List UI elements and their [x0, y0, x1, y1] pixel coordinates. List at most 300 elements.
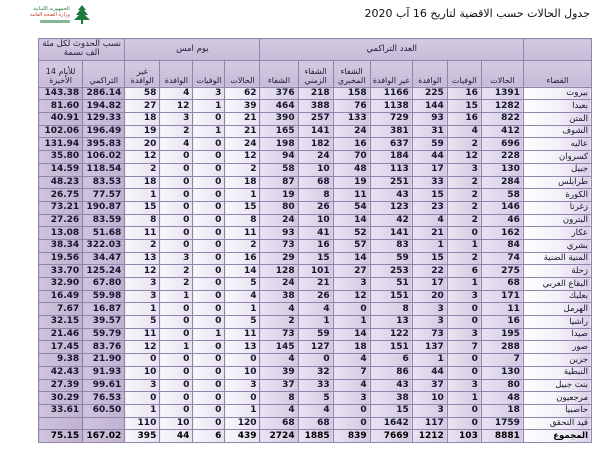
cell: 388 [298, 100, 333, 113]
cell: 24 [260, 278, 298, 291]
cell: 10 [225, 366, 260, 379]
table-row [39, 138, 592, 151]
cell: 12 [125, 151, 160, 164]
column-header-4: غير الوافدة [370, 60, 412, 87]
cell: 7669 [370, 430, 412, 443]
cell: 87 [260, 176, 298, 189]
cell: 0 [160, 201, 193, 214]
cell: 27 [333, 265, 370, 278]
district-name: النبطية [523, 366, 591, 379]
district-name: البترون [523, 214, 591, 227]
cell: 257 [298, 113, 333, 126]
cell: 18 [125, 113, 160, 126]
cell: 5 [225, 278, 260, 291]
cell: 32 [298, 366, 333, 379]
cell: 0 [160, 189, 193, 202]
cell: 11 [225, 227, 260, 240]
table-row [39, 328, 592, 341]
cell: 171 [481, 290, 523, 303]
cell: 16 [481, 316, 523, 329]
cell: 26 [298, 201, 333, 214]
cell: 0 [447, 366, 481, 379]
cell: 133 [333, 113, 370, 126]
cell: 0 [193, 341, 225, 354]
cell: 2 [447, 189, 481, 202]
cell: 412 [481, 125, 523, 138]
cell: 24 [260, 214, 298, 227]
district-name: قيد التحقق [523, 417, 591, 430]
cell: 0 [160, 176, 193, 189]
table-row [39, 265, 592, 278]
cell: 33.70 [39, 265, 83, 278]
moph-logo [30, 4, 91, 26]
cell: 37 [260, 379, 298, 392]
cell: 42.43 [39, 366, 83, 379]
cell: 122 [370, 328, 412, 341]
cell: 395.83 [83, 138, 125, 151]
cell: 3 [447, 328, 481, 341]
cell: 0 [160, 214, 193, 227]
cell: 10 [298, 163, 333, 176]
cell: 0 [193, 163, 225, 176]
cell: 73 [260, 328, 298, 341]
cell: 83.76 [83, 341, 125, 354]
cell: 8 [370, 303, 412, 316]
cell: 58 [125, 87, 160, 100]
cell: 228 [481, 151, 523, 164]
cell: 16 [333, 138, 370, 151]
cell: 22 [412, 265, 447, 278]
cell: 39.57 [83, 316, 125, 329]
cell: 102.06 [39, 125, 83, 138]
logo-line-1: الجمهورية اللبنانية [33, 6, 70, 13]
cell: 31 [412, 125, 447, 138]
cell: 1 [298, 316, 333, 329]
cell: 184 [370, 151, 412, 164]
cell: 17.45 [39, 341, 83, 354]
cell: 1138 [370, 100, 412, 113]
cell: 0 [160, 392, 193, 405]
table-row [39, 354, 592, 367]
cell: 131.94 [39, 138, 83, 151]
cell: 1 [447, 392, 481, 405]
cell: 60.50 [83, 404, 125, 417]
cell: 1759 [481, 417, 523, 430]
cell: 0 [125, 392, 160, 405]
cell: 130 [481, 163, 523, 176]
cell: 12 [125, 265, 160, 278]
cell: 0 [160, 227, 193, 240]
cell: 3 [412, 316, 447, 329]
cell: 21.46 [39, 328, 83, 341]
table-header [39, 39, 592, 88]
table-row [39, 151, 592, 164]
cell: 3 [447, 163, 481, 176]
cell: 1 [193, 328, 225, 341]
cell: 0 [447, 227, 481, 240]
cell: 14 [225, 265, 260, 278]
table-row [39, 87, 592, 100]
cell [83, 417, 125, 430]
cell: 70 [333, 151, 370, 164]
cell: 0 [193, 278, 225, 291]
cell: 57 [333, 239, 370, 252]
district-name: بعلبك [523, 290, 591, 303]
cell: 68 [481, 278, 523, 291]
cell: 21 [225, 125, 260, 138]
cell: 18 [333, 341, 370, 354]
cell: 101 [298, 265, 333, 278]
cell: 16 [447, 113, 481, 126]
cell: 127 [298, 341, 333, 354]
cell: 141 [298, 125, 333, 138]
cell: 1 [412, 239, 447, 252]
cell: 251 [370, 176, 412, 189]
cell: 73.21 [39, 201, 83, 214]
cell: 11 [225, 328, 260, 341]
cell: 17 [412, 163, 447, 176]
cell: 10 [160, 417, 193, 430]
group-header-rates: نسب الحدوث لكل مئة الف نسمة [39, 39, 125, 61]
district-name: البقاع الغربي [523, 278, 591, 291]
cell: 10 [125, 366, 160, 379]
cell: 48.23 [39, 176, 83, 189]
cell: 8881 [481, 430, 523, 443]
cell: 0 [193, 392, 225, 405]
column-header-9: الوفيات [193, 60, 225, 87]
cell: 68 [298, 176, 333, 189]
cell: 1885 [298, 430, 333, 443]
cell: 91.93 [83, 366, 125, 379]
cell: 0 [447, 354, 481, 367]
cell: 637 [370, 138, 412, 151]
cell: 29 [260, 252, 298, 265]
cell: 253 [370, 265, 412, 278]
cell: 729 [370, 113, 412, 126]
cell: 151 [370, 341, 412, 354]
cell: 1 [125, 404, 160, 417]
cell: 125.24 [83, 265, 125, 278]
cell: 144 [412, 100, 447, 113]
cell: 0 [125, 354, 160, 367]
cell: 284 [481, 176, 523, 189]
cell: 145 [260, 341, 298, 354]
cell: 59.98 [83, 290, 125, 303]
cell: 0 [160, 316, 193, 329]
cell: 3 [225, 379, 260, 392]
column-header-11: غير الوافدة [125, 60, 160, 87]
cell: 83.59 [83, 214, 125, 227]
cell: 43 [370, 189, 412, 202]
cell: 33.61 [39, 404, 83, 417]
table-row [39, 125, 592, 138]
cell: 16.49 [39, 290, 83, 303]
cell: 0 [193, 316, 225, 329]
cell: 24 [225, 138, 260, 151]
cell: 59 [298, 328, 333, 341]
cell: 129.33 [83, 113, 125, 126]
group-header-cumulative: العدد التراكمي [260, 39, 523, 61]
cell: 73 [260, 239, 298, 252]
cell: 20 [412, 290, 447, 303]
cell: 0 [447, 417, 481, 430]
cell: 15 [298, 252, 333, 265]
cell: 86 [370, 366, 412, 379]
table-row [39, 404, 592, 417]
cell: 58 [481, 189, 523, 202]
cell: 117 [412, 417, 447, 430]
column-header-8: الحالات [225, 60, 260, 87]
cell: 123 [370, 201, 412, 214]
district-name: صيدا [523, 328, 591, 341]
column-header-10: الوافدة [160, 60, 193, 87]
table-row [39, 239, 592, 252]
cell: 322.03 [83, 239, 125, 252]
cell: 275 [481, 265, 523, 278]
district-name: بيروت [523, 87, 591, 100]
cell: 103 [447, 430, 481, 443]
cell: 2 [225, 239, 260, 252]
cell: 0 [193, 303, 225, 316]
cell: 2 [447, 176, 481, 189]
cell: 395 [125, 430, 160, 443]
cell: 54 [333, 201, 370, 214]
logo-line-2: وزارة الصحة العامة [30, 12, 70, 18]
column-header-7: الشفاء [260, 60, 298, 87]
cell: 4 [298, 303, 333, 316]
cell: 14 [333, 252, 370, 265]
district-name: راشيا [523, 316, 591, 329]
cell: 110 [125, 417, 160, 430]
cell: 1 [160, 290, 193, 303]
district-name: جزين [523, 354, 591, 367]
cell: 0 [193, 417, 225, 430]
cell: 33 [412, 176, 447, 189]
district-name: عكار [523, 227, 591, 240]
cell: 1391 [481, 87, 523, 100]
cell: 2 [447, 214, 481, 227]
cell: 80 [260, 201, 298, 214]
cell: 128 [260, 265, 298, 278]
cell: 113 [370, 163, 412, 176]
cell: 4 [412, 214, 447, 227]
cell: 0 [447, 303, 481, 316]
cell: 1 [193, 100, 225, 113]
district-name: المنية الضنية [523, 252, 591, 265]
cell: 6 [447, 265, 481, 278]
cell: 52 [333, 227, 370, 240]
cell: 21.90 [83, 354, 125, 367]
table-row [39, 113, 592, 126]
cell: 68 [298, 417, 333, 430]
cell: 10 [298, 214, 333, 227]
cell [39, 417, 83, 430]
cell: 48 [333, 163, 370, 176]
cell: 195 [481, 328, 523, 341]
table-row [39, 100, 592, 113]
column-header-13: للأيام 14 الأخيرة [39, 60, 83, 87]
cell: 19 [260, 189, 298, 202]
district-name: الكورة [523, 189, 591, 202]
cell: 1642 [370, 417, 412, 430]
cell: 0 [193, 176, 225, 189]
cell: 839 [333, 430, 370, 443]
cell: 15 [125, 201, 160, 214]
district-name: الشوف [523, 125, 591, 138]
cell: 3 [125, 379, 160, 392]
cell: 10 [412, 392, 447, 405]
cell: 11 [333, 189, 370, 202]
column-header-5: الشفاء المخبري [333, 60, 370, 87]
cell: 1 [125, 189, 160, 202]
cell: 0 [160, 163, 193, 176]
cell: 198 [260, 138, 298, 151]
cell: 3 [160, 252, 193, 265]
column-header-1: الحالات [481, 60, 523, 87]
cell: 77.57 [83, 189, 125, 202]
table-row [39, 227, 592, 240]
district-name: عاليه [523, 138, 591, 151]
table-row [39, 201, 592, 214]
cell: 2 [447, 252, 481, 265]
cell: 2 [160, 125, 193, 138]
cell: 2 [225, 163, 260, 176]
cell: 167.02 [83, 430, 125, 443]
cell: 27 [125, 100, 160, 113]
cell: 8 [298, 189, 333, 202]
cell: 15 [225, 201, 260, 214]
logo-line-3 [40, 20, 70, 23]
district-name: حاصبيا [523, 404, 591, 417]
cell: 13 [225, 341, 260, 354]
cell: 1212 [412, 430, 447, 443]
cell: 19 [333, 176, 370, 189]
cell: 27.39 [39, 379, 83, 392]
cell: 51.68 [83, 227, 125, 240]
cell: 822 [481, 113, 523, 126]
cell: 1166 [370, 87, 412, 100]
cell: 3 [125, 290, 160, 303]
cell: 42 [370, 214, 412, 227]
cell: 4 [333, 379, 370, 392]
total-row [39, 430, 592, 443]
district-name: الهرمل [523, 303, 591, 316]
cell: 75.15 [39, 430, 83, 443]
cell: 0 [447, 316, 481, 329]
cell: 44 [160, 430, 193, 443]
cell: 26 [298, 290, 333, 303]
cell: 190.87 [83, 201, 125, 214]
cell: 94 [260, 151, 298, 164]
cell: 39 [225, 100, 260, 113]
cell: 18 [225, 176, 260, 189]
cell: 32.90 [39, 278, 83, 291]
district-name: طرابلس [523, 176, 591, 189]
table-row [39, 379, 592, 392]
cell: 44 [412, 366, 447, 379]
cell: 15 [447, 100, 481, 113]
cell: 0 [193, 379, 225, 392]
cell: 4 [225, 290, 260, 303]
cell: 13.08 [39, 227, 83, 240]
cell: 0 [193, 366, 225, 379]
district-name: المتن [523, 113, 591, 126]
cell: 0 [193, 227, 225, 240]
cell: 14 [333, 214, 370, 227]
group-header-yesterday: يوم امس [125, 39, 260, 61]
cell: 44 [412, 151, 447, 164]
cell: 2 [125, 239, 160, 252]
cell: 76 [333, 100, 370, 113]
cell: 38 [260, 290, 298, 303]
cell: 141 [370, 227, 412, 240]
cell: 21 [298, 278, 333, 291]
cell: 376 [260, 87, 298, 100]
logo-text [30, 7, 70, 23]
corner-header [523, 39, 591, 61]
cell: 196.49 [83, 125, 125, 138]
cell: 0 [193, 239, 225, 252]
cell: 182 [298, 138, 333, 151]
cell: 73 [412, 328, 447, 341]
table-row [39, 189, 592, 202]
cell: 4 [260, 404, 298, 417]
cell: 17 [412, 278, 447, 291]
cell: 39 [260, 366, 298, 379]
cell: 0 [160, 303, 193, 316]
cell: 288 [481, 341, 523, 354]
cell: 67.80 [83, 278, 125, 291]
cell: 32.15 [39, 316, 83, 329]
cell: 16 [298, 239, 333, 252]
cell: 0 [160, 239, 193, 252]
cell: 696 [481, 138, 523, 151]
cell: 0 [160, 151, 193, 164]
cell: 118.54 [83, 163, 125, 176]
cell: 4 [447, 125, 481, 138]
cell: 83 [370, 239, 412, 252]
cell: 4 [298, 404, 333, 417]
cell: 1 [447, 278, 481, 291]
cases-table [38, 38, 592, 443]
column-header-2: الوفيات [447, 60, 481, 87]
cell: 162 [481, 227, 523, 240]
cell: 46 [481, 214, 523, 227]
cell: 218 [298, 87, 333, 100]
cell: 151 [370, 290, 412, 303]
cell: 3 [412, 404, 447, 417]
table-row [39, 417, 592, 430]
district-name: جبيل [523, 163, 591, 176]
cell: 59 [412, 138, 447, 151]
cell: 2724 [260, 430, 298, 443]
cell: 12 [333, 290, 370, 303]
cell: 48 [481, 392, 523, 405]
cell: 26.75 [39, 189, 83, 202]
cell: 68 [260, 417, 298, 430]
cell: 3 [333, 278, 370, 291]
cell: 2 [160, 265, 193, 278]
cell: 11 [481, 303, 523, 316]
cell: 3 [193, 87, 225, 100]
cell: 8 [260, 392, 298, 405]
cell: 24 [298, 151, 333, 164]
cell: 2 [160, 278, 193, 291]
cell: 1 [447, 239, 481, 252]
cell: 62 [225, 87, 260, 100]
cell: 93 [260, 227, 298, 240]
cell: 4 [333, 354, 370, 367]
